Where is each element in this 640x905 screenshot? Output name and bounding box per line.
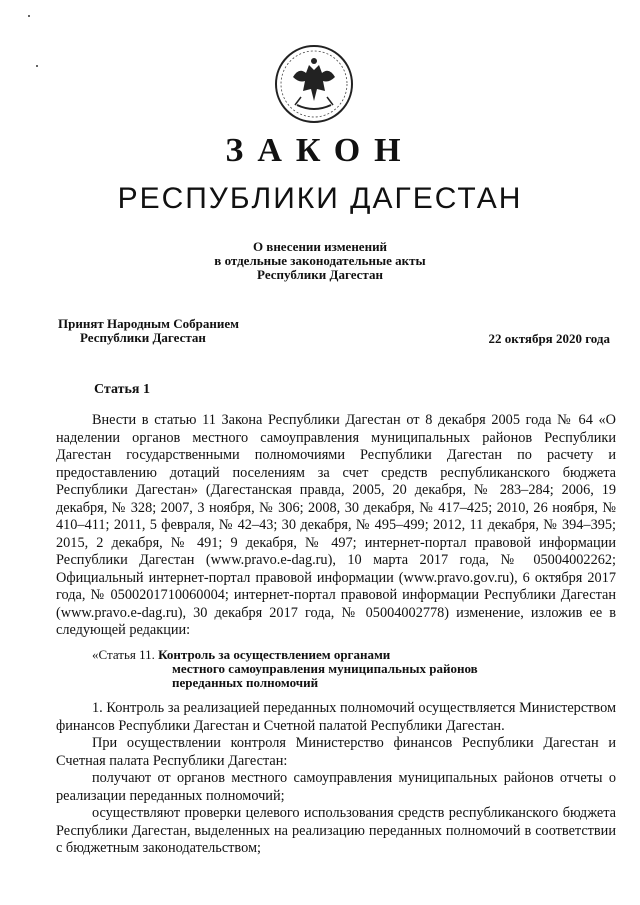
clause-text: получают от органов местного самоуправления муниципальных районов отчеты о реализации переданных полномочий; [56,770,616,804]
subject-line: в отдельные законодательные акты [214,253,426,268]
law-title: ЗАКОН [225,132,415,169]
article-11-title: Контроль за осуществлением органами [158,647,391,662]
scan-dot [36,65,38,67]
article-11-prefix: «Статья 11. [92,647,155,662]
article-11-title: переданных полномочий [172,675,319,690]
article-11-clauses [56,700,616,858]
subject-line: О внесении изменений [252,239,388,254]
article-paragraph [56,412,616,640]
adoption-line: Республики Дагестан [80,330,206,345]
clause-text: При осуществлении контроля Министерство финансов Республики Дагестан и Счетная палата Республики Дагестан: [56,735,616,769]
adoption-note [58,317,239,345]
subject-line: Республики Дагестан [257,267,383,282]
clause-text: 1. Контроль за реализацией переданных полномочий осуществляется Министерством финансов Республики Дагестан и Счетной палатой Республики Дагестан. [56,700,616,734]
coat-of-arms-emblem [273,43,355,125]
article-heading: Статья 1 [94,382,150,397]
republic-title: РЕСПУБЛИКИ ДАГЕСТАН [117,182,523,215]
adoption-date: 22 октября 2020 года [488,331,610,346]
law-subject [150,240,490,282]
paragraph-text: Внести в статью 11 Закона Республики Дагестан от 8 декабря 2005 года № 64 «О наделении органов местного самоуправления муниципальных районов Республики Дагестан государственными полномочиями Республики Дагестан по расчету и предоставлению дотаций поселениям за счет средств республиканского бюджета Республики Дагестан» (Дагестанская правда, 2005, 20 декабря, № 283–284; 2006, 19 декабря, № 328; 2007, 3 ноября, № 306; 2008, 30 декабря, № 417–425; 2010, 26 ноября, № 410–411; 2011, 5 февраля, № 42–43; 30 декабря, № 495–499; 2012, 11 декабря, № 394–395; 2015, 2 декабря, № 491; 9 декабря, № 497; интернет-портал правовой информации Республики Дагестан (www.pravo.e-dag.ru), 10 марта 2017 года, № 05004002262; Официальный интернет-портал правовой информации (www.pravo.gov.ru), 6 октября 2017 года, № 0500201710060004; интернет-портал правовой информации Республики Дагестан (www.pravo.e-dag.ru), 30 декабря 2017 года, № 05004002778) изменение, изложив ее в следующей редакции: [56,412,616,638]
scan-dot [28,15,30,17]
adoption-line: Принят Народным Собранием [58,316,240,331]
article-11-heading [92,648,478,690]
clause-text: осуществляют проверки целевого использования средств республиканского бюджета Республики Дагестан, выделенных на реализацию переданных полномочий в соответствии с бюджетным законодательством; [56,805,616,856]
article-11-title: местного самоуправления муниципальных районов [172,661,478,676]
